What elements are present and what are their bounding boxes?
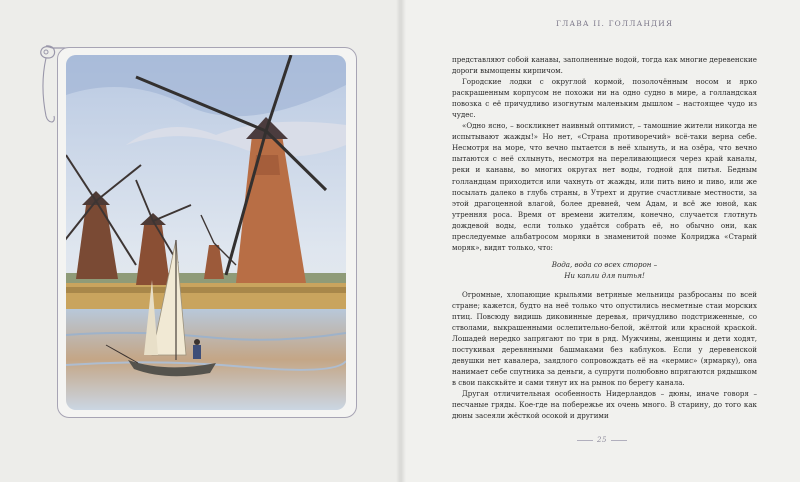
page-number <box>573 436 631 444</box>
paragraph: представляют собой канавы, заполненные водой, тогда как многие деревенские дороги вымощены кирпичом. <box>452 55 757 76</box>
paragraph: Огромные, хлопающие крыльями ветряные мельницы разбросаны по всей стране; кажется, будто на неё только что опустились несметные стаи морских птиц. Повсюду видишь диковинные деревья, причудливо подстриженные, со стволами, выкрашенными ослепительно-белой, жёлтой или красной краской. Лошадей нередко запрягают по три в ряд. Мужчины, женщины и дети ходят, постукивая деревянными башмаками без каблуков. Если у деревенской девушки нет кавалера, заядлого сопровождать её на «кермис» (ярмарку), она нанимает себе спутника за деньги, а супруги полюбовно впрягаются рядышком в свои пакскьйте и сами тянут их на рынок по берегу канала. <box>452 289 757 388</box>
folio-rule-right <box>611 440 627 441</box>
verse-quote <box>452 259 757 281</box>
paragraph: Другая отличительная особенность Нидерландов – дюны, иначе говоря – песчаные гряды. Кое-где на побережье их очень много. В старину, до того как дюны засеяли жёсткой осокой и другими <box>452 389 757 421</box>
page-number-value: 25 <box>597 436 607 444</box>
gutter-shadow <box>396 0 406 482</box>
windmill-illustration <box>66 55 346 410</box>
folio-rule-left <box>577 440 593 441</box>
verse-line: Ни капли для питья! <box>564 270 645 280</box>
verse-line: Вода, вода со всех сторон – <box>551 259 658 269</box>
running-head: ГЛАВА II. ГОЛЛАНДИЯ <box>556 19 674 28</box>
body-text <box>452 54 757 422</box>
paragraph: Городские лодки с округлой кормой, позолочённым носом и ярко раскрашенным корпусом не похожи ни на одно судно в мире, а голландская повозка с её причудливо изогнутым маленьким дышлом – настоящее чудо из чудес. <box>452 77 757 120</box>
paragraph: «Одно ясно, – воскликнет наивный оптимист, – тамошние жители никогда не испытывают жажды!» Но нет, «Страна противоречий» всё-таки верна себе. Несмотря на море, что вечно пытается в неё хлынуть, и на озёра, что вечно пытаются с неё схлынуть, несмотря на переливающиеся через край каналы, реки и канавы, во многих округах нет воды, годной для питья. Бедным голландцам приходится или чахнуть от жажды, или пить вино и пиво, или же посылать далеко в глубь страны, в Утрехт и другие счастливые местности, за этой драгоценной влагой, более древней, чем Адам, и всё же юной, как утренняя роса. Время от времени жителям, конечно, случается глотнуть дождевой воды, если только удаётся собрать её, но обычно они, как преследуемые альбатросом моряки в знаменитой поэме Колриджа «Старый моряк», видят только, что: <box>452 121 757 252</box>
